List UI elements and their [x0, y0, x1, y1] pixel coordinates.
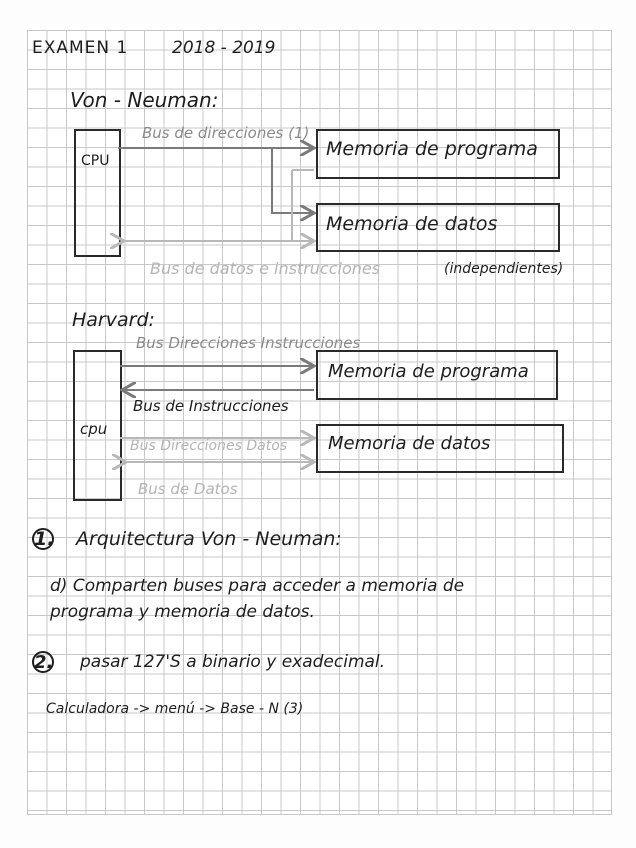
von-neumann-address-bus-label: Bus de direcciones (1): [142, 124, 310, 142]
harvard-cpu-label: cpu: [80, 420, 108, 438]
exam-year: 2018 - 2019: [172, 38, 276, 58]
von-neumann-data-bus-note: (independientes): [444, 261, 564, 277]
question-1-answer-line-1: d) Comparten buses para acceder a memoria de: [50, 576, 465, 596]
harvard-data-memory-label: Memoria de datos: [328, 433, 491, 454]
question-2-hint: Calculadora -> menú -> Base - N (3): [46, 701, 304, 717]
exam-title: EXAMEN 1: [32, 38, 129, 58]
harvard-instr-bus-label: Bus de Instrucciones: [133, 397, 289, 415]
harvard-program-memory-label: Memoria de programa: [328, 361, 529, 382]
harvard-data-bus-label: Bus de Datos: [138, 480, 238, 498]
harvard-data-address-bus-label: Bus Direcciones Datos: [130, 438, 288, 454]
question-2-number: 2.: [34, 652, 54, 673]
von-neumann-data-memory-label: Memoria de datos: [326, 213, 498, 235]
harvard-instr-address-bus-label: Bus Direcciones Instrucciones: [136, 334, 361, 352]
von-neumann-cpu-label: CPU: [81, 153, 110, 169]
question-2-text: pasar 127'S a binario y exadecimal.: [80, 652, 386, 672]
vn-data-bus-branch: [292, 170, 314, 241]
von-neumann-heading: Von - Neuman:: [70, 88, 219, 112]
question-1-title: Arquitectura Von - Neuman:: [76, 528, 342, 550]
von-neumann-program-memory-label: Memoria de programa: [326, 138, 538, 160]
harvard-heading: Harvard:: [72, 309, 155, 331]
question-1-answer-line-2: programa y memoria de datos.: [50, 602, 315, 622]
question-2-circle: [33, 652, 53, 672]
question-1-circle: [33, 529, 53, 549]
von-neumann-data-bus-label: Bus de datos e instrucciones: [150, 259, 381, 278]
question-1-number: 1.: [34, 528, 55, 550]
